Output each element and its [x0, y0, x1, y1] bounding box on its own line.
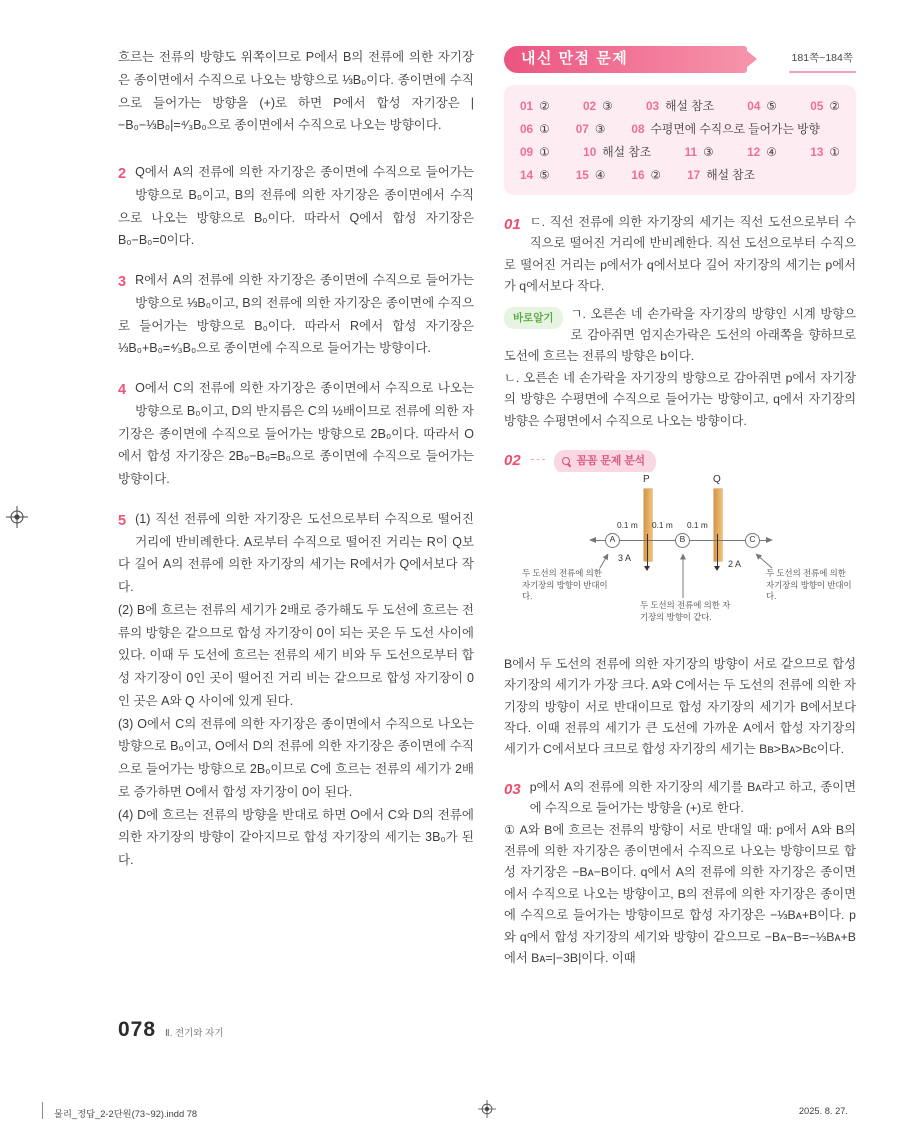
solution-text: ㄷ. 직선 전류에 의한 자기장의 세기는 직선 도선으로부터 수직으로 떨어진 거리에 반비례한다. 직선 도선으로부터 수직으로 떨어진 거리는 p에서가 q에서보다 길어 자기장의 세기는 p에서가 q에서보다 작다.	[504, 215, 856, 294]
answer-item: 17 해설 참조	[687, 168, 756, 182]
solution-number: 02	[504, 451, 521, 469]
answer-item: 14 ⑤	[520, 168, 550, 182]
answer-item: 08 수평면에 수직으로 들어가는 방향	[631, 122, 820, 136]
item-number: 3	[118, 274, 127, 290]
solution-03	[504, 777, 856, 970]
wire-q-label: Q	[713, 473, 721, 485]
diagram-note-left: 두 도선의 전류에 의한 자기장의 방향이 반대이다.	[522, 567, 608, 602]
registration-mark-bottom-icon	[478, 1100, 496, 1118]
solution-number: 01	[504, 216, 521, 233]
dashed-connector	[531, 459, 545, 460]
analysis-pill	[554, 450, 657, 472]
baroalgi-note: ㄴ. 오른손 네 손가락을 자기장의 방향으로 감아쥐면 p에서 자기장의 방향은 수평면에 수직으로 들어가는 방향이고, q에서 자기장의 방향은 수평면에서 수직으로 나오는 방향이다.	[504, 370, 856, 428]
answer-item: 11 ③	[684, 145, 714, 159]
solution-text: p에서 A의 전류에 의한 자기장의 세기를 Bᴀ라고 하고, 종이면에 수직으로 들어가는 방향을 (+)로 한다.	[529, 779, 856, 816]
section-header-ribbon	[504, 46, 747, 73]
analysis-pill-label: 꼼꼼 문제 분석	[576, 455, 646, 468]
answer-item: 03 해설 참조	[646, 99, 714, 113]
answer-item: 05 ②	[810, 99, 840, 113]
answer-item: 16 ②	[631, 168, 662, 182]
diagram-note-middle: 두 도선의 전류에 의한 자기장의 방향이 같다.	[640, 599, 731, 622]
item-text: (2) B에 흐르는 전류의 세기가 2배로 증가해도 두 도선에 흐르는 전류의 방향은 같으므로 합성 자기장이 0이 되는 곳은 두 도선 사이에 있다. 이때 두 도선에 흐르는 전류의 세기 비와 두 도선으로부터 합성 자기장이 0인 곳이 떨어진 거리 비는 같으므로 합성 자기장이 0인 곳은 A와 Q 사이에 있게 된다.	[118, 602, 474, 708]
item-text: (3) O에서 C의 전류에 의한 자기장은 종이면에서 수직으로 나오는 방향으로 B₀이고, O에서 D의 전류에 의한 자기장은 종이면에 수직으로 들어가는 방향으로 2B₀이므로 C에 흐르는 전류의 세기가 2배로 증가하면 O에서 합성 자기장이 0이 된다.	[118, 716, 474, 799]
item-text: Q에서 A의 전류에 의한 자기장은 종이면에 수직으로 들어가는 방향으로 B₀이고, B의 전류에 의한 자기장은 종이면에서 수직으로 나오는 방향으로 B₀이다. 따라서 Q에서 합성 자기장은 B₀−B₀=0이다.	[118, 165, 474, 248]
distance-label: 0.1 m	[652, 519, 673, 530]
answer-item: 06 ①	[520, 122, 550, 136]
section-title: 내신 만점 문제	[521, 50, 629, 68]
item-text: (1) 직선 전류에 의한 자기장은 도선으로부터 수직으로 떨어진 거리에 반비례한다. A로부터 수직으로 떨어진 거리는 R이 Q보다 길어 A의 전류에 의한 자기장의 세기는 R에서가 Q에서보다 작다.	[118, 511, 474, 594]
solution-item-5	[118, 508, 474, 872]
wire-p-label: P	[643, 473, 650, 485]
solution-text: B에서 두 도선의 전류에 의한 자기장의 방향이 서로 같으므로 합성 자기장의 세기가 가장 크다. A와 C에서는 두 도선의 전류에 의한 자기장의 방향이 서로 반대이므로 합성 자기장의 세기가 B에서보다 작다. 이때 전류의 세기가 큰 도선에 가까운 A에서 합성 자기장의 세기가 C에서보다 크므로 합성 자기장의 세기는 Bʙ>Bᴀ>Bᴄ이다.	[504, 656, 856, 757]
problem-diagram	[504, 473, 856, 646]
magnifier-icon	[562, 457, 572, 467]
solution-item-3	[118, 269, 474, 360]
answer-item: 01 ②	[520, 99, 550, 113]
right-column	[504, 46, 856, 985]
registration-mark-left-icon	[6, 506, 28, 528]
solution-number: 03	[504, 780, 521, 798]
page-number: 078	[118, 1018, 157, 1041]
section-header	[504, 46, 856, 76]
page-range-label: 181쪽~184쪽	[789, 49, 856, 73]
analysis-header	[504, 448, 856, 472]
solution-item-4	[118, 377, 474, 491]
solution-02	[504, 448, 856, 761]
chapter-label: Ⅱ. 전기와 자기	[165, 1028, 224, 1039]
item-text: R에서 A의 전류에 의한 자기장은 종이면에 수직으로 들어가는 방향으로 ⅓B₀이고, B의 전류에 의한 자기장은 종이면에 수직으로 들어가는 방향으로 B₀이다. 따라서 R에서 합성 자기장은 ⅓B₀+B₀=⁴⁄₃B₀으로 종이면에 수직으로 들어가는 방향이다.	[118, 273, 474, 356]
item-text: O에서 C의 전류에 의한 자기장은 종이면에서 수직으로 나오는 방향으로 B₀이고, D의 반지름은 C의 ½배이므로 전류에 의한 자기장은 종이면에 수직으로 들어가는 방향으로 2B₀이다. 따라서 O에서 합성 자기장은 2B₀−B₀=B₀으로 종이면에 수직으로 들어가는 방향이다.	[118, 381, 474, 486]
left-column	[118, 46, 474, 889]
answer-key-box	[504, 85, 856, 195]
item-text: (4) D에 흐르는 전류의 방향을 반대로 하면 O에서 C와 D의 전류에 의한 자기장의 방향이 같아지므로 합성 자기장의 세기는 3B₀가 된다.	[118, 807, 474, 867]
point-b: B	[675, 533, 690, 548]
file-name-label: 물리_정답_2-2단원(73~92).indd 78	[54, 1109, 198, 1119]
answer-row	[520, 164, 840, 187]
answer-item: 09 ①	[520, 145, 550, 159]
baroalgi-block	[504, 304, 856, 432]
answer-item: 10 해설 참조	[583, 145, 652, 159]
answer-item: 12 ④	[747, 145, 777, 159]
answer-item: 07 ③	[575, 122, 606, 136]
answer-item: 04 ⑤	[747, 99, 777, 113]
answer-row	[520, 141, 840, 164]
page-number-row	[118, 1018, 224, 1042]
baroalgi-note: ㄱ. 오른손 네 손가락을 자기장의 방향인 시계 방향으로 감아쥐면 엄지손가락은 도선의 아래쪽을 향하므로 도선에 흐르는 전류의 방향은 b이다.	[504, 306, 856, 364]
continuation-paragraph: 흐르는 전류의 방향도 위쪽이므로 P에서 B의 전류에 의한 자기장은 종이면에서 수직으로 나오는 방향으로 ⅓B₀이다. 종이면에 수직으로 들어가는 방향을 (+)로 하면 P에서 합성 자기장은 |−B₀−⅓B₀|=⁴⁄₃B₀으로 종이면에서 수직으로 나오는 방향이다.	[118, 50, 474, 133]
current-q-label: 2 A	[728, 558, 742, 569]
diagram-note-right: 두 도선의 전류에 의한 자기장의 방향이 반대이다.	[766, 567, 852, 602]
print-date-label: 2025. 8. 27.	[798, 1106, 848, 1116]
answer-row	[520, 95, 840, 118]
item-number: 2	[118, 166, 127, 182]
distance-label: 0.1 m	[617, 519, 638, 530]
current-p-label: 3 A	[618, 552, 632, 563]
baroalgi-badge: 바로알기	[504, 307, 563, 329]
item-number: 5	[118, 512, 127, 529]
crop-mark	[42, 1102, 43, 1119]
distance-label: 0.1 m	[687, 519, 708, 530]
answer-row	[520, 118, 840, 141]
point-c: C	[745, 533, 760, 548]
solution-item-2	[118, 161, 474, 252]
answer-item: 13 ①	[810, 145, 840, 159]
solution-01	[504, 212, 856, 432]
answer-item: 02 ③	[583, 99, 613, 113]
item-number: 4	[118, 382, 127, 398]
answer-item: 15 ④	[575, 168, 606, 182]
point-a: A	[605, 533, 620, 548]
solution-text: ① A와 B에 흐르는 전류의 방향이 서로 반대일 때: p에서 A와 B의 전류에 의한 자기장은 종이면에서 수직으로 나오는 방향이므로 합성 자기장은 −Bᴀ−B이다. q에서 A의 전류에 의한 자기장은 종이면에서 수직으로 나오는 방향이고, B의 전류에 의한 자기장은 종이면에 수직으로 들어가는 방향이므로 합성 자기장은 −⅓Bᴀ+B이다. p와 q에서 합성 자기장의 세기와 방향이 같으므로 −Bᴀ−B=−⅓Bᴀ+B에서 Bᴀ=|−3B|이다. 이때	[504, 822, 856, 965]
